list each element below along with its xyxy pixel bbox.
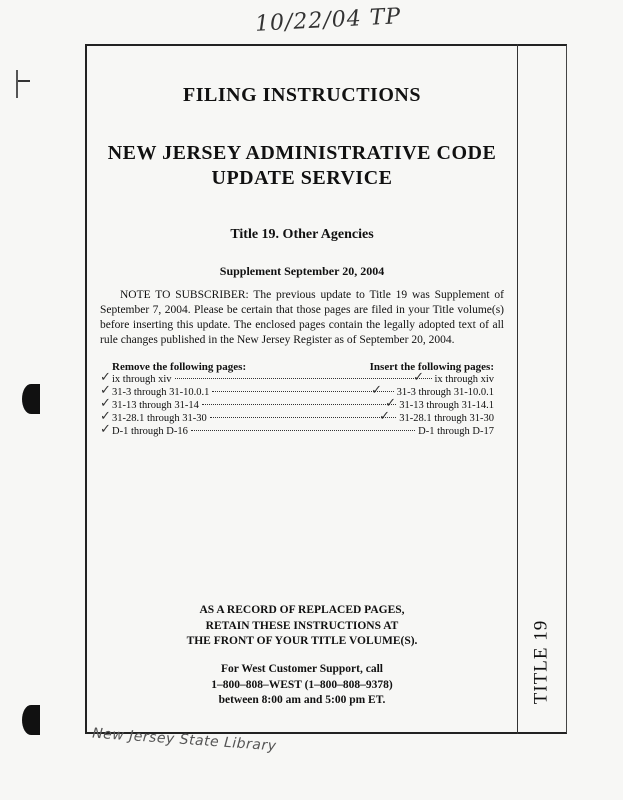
remove-range: 31-13 through 31-14: [112, 400, 199, 411]
table-row: [100, 409, 494, 425]
dot-leader: [210, 417, 396, 418]
checkmark-icon: ✓: [100, 422, 111, 437]
insert-range: 31-13 through 31-14.1: [399, 400, 494, 411]
library-stamp: New Jersey State Library: [91, 725, 277, 755]
code-title-line1: NEW JERSEY ADMINISTRATIVE CODE: [107, 142, 497, 164]
remove-range: 31-3 through 31-10.0.1: [112, 387, 210, 398]
checkmark-icon: ✓: [100, 383, 111, 398]
pages-table: [100, 361, 494, 438]
tab-divider: [517, 44, 518, 734]
support-phone: 1–800–808–WEST (1–800–808–9378): [211, 678, 393, 691]
checkmark-icon: ✓: [385, 396, 396, 411]
table-row: [100, 370, 494, 386]
checkmark-icon: ✓: [371, 383, 382, 398]
insert-range: D-1 through D-17: [418, 426, 494, 437]
support-hours: between 8:00 am and 5:00 pm ET.: [218, 694, 386, 706]
handwritten-date: 10/22/04 TP: [254, 4, 402, 37]
insert-range: ix through xiv: [434, 374, 494, 385]
margin-mark: [16, 70, 30, 100]
remove-range: 31-28.1 through 31-30: [112, 413, 207, 424]
supplement-line: Supplement September 20, 2004: [219, 264, 385, 278]
support-line1: For West Customer Support, call: [221, 663, 383, 675]
dot-leader: [191, 430, 415, 431]
title-tab-label: TITLE 19: [530, 619, 552, 705]
table-row: [100, 422, 494, 438]
code-title: [100, 141, 504, 191]
checkmark-icon: ✓: [100, 396, 111, 411]
pages-header: [112, 361, 494, 373]
checkmark-icon: ✓: [100, 370, 111, 385]
insert-range: 31-28.1 through 31-30: [399, 413, 494, 424]
title-line: Title 19. Other Agencies: [230, 227, 374, 242]
table-row: [100, 383, 494, 399]
punch-hole: [22, 384, 40, 414]
subscriber-notice-text: NOTE TO SUBSCRIBER: The previous update to Title 19 was Supplement of September 7, 2004. Please be certain that those pages are filed in your Title volume(s) before inserting this update. The enclosed pages contain the legally adopted text of all rule changes published in the New Jersey Register as of September 20, 2004.: [100, 289, 504, 346]
checkmark-icon: ✓: [413, 370, 424, 385]
dot-leader: [202, 404, 396, 405]
support-info: [100, 662, 504, 709]
remove-range: D-1 through D-16: [112, 426, 188, 437]
checkmark-icon: ✓: [379, 409, 390, 424]
dot-leader: [212, 391, 393, 392]
title-tab: [521, 612, 561, 712]
record-line1: AS A RECORD OF REPLACED PAGES,: [199, 604, 405, 616]
record-line2: RETAIN THESE INSTRUCTIONS AT: [205, 619, 399, 632]
insert-range: 31-3 through 31-10.0.1: [396, 387, 494, 398]
filing-title: FILING INSTRUCTIONS: [183, 84, 421, 106]
record-notice: [100, 603, 504, 650]
checkmark-icon: ✓: [100, 409, 111, 424]
record-line3: THE FRONT OF YOUR TITLE VOLUME(S).: [186, 635, 418, 647]
instructions-content: [100, 60, 504, 438]
dot-leader: [175, 378, 432, 379]
remove-range: ix through xiv: [112, 374, 172, 385]
table-row: [100, 396, 494, 412]
insert-header: Insert the following pages:: [369, 361, 494, 373]
code-title-line2: UPDATE SERVICE: [211, 167, 393, 189]
remove-header: Remove the following pages:: [112, 361, 247, 373]
punch-hole: [22, 705, 40, 735]
subscriber-notice: [100, 288, 504, 348]
